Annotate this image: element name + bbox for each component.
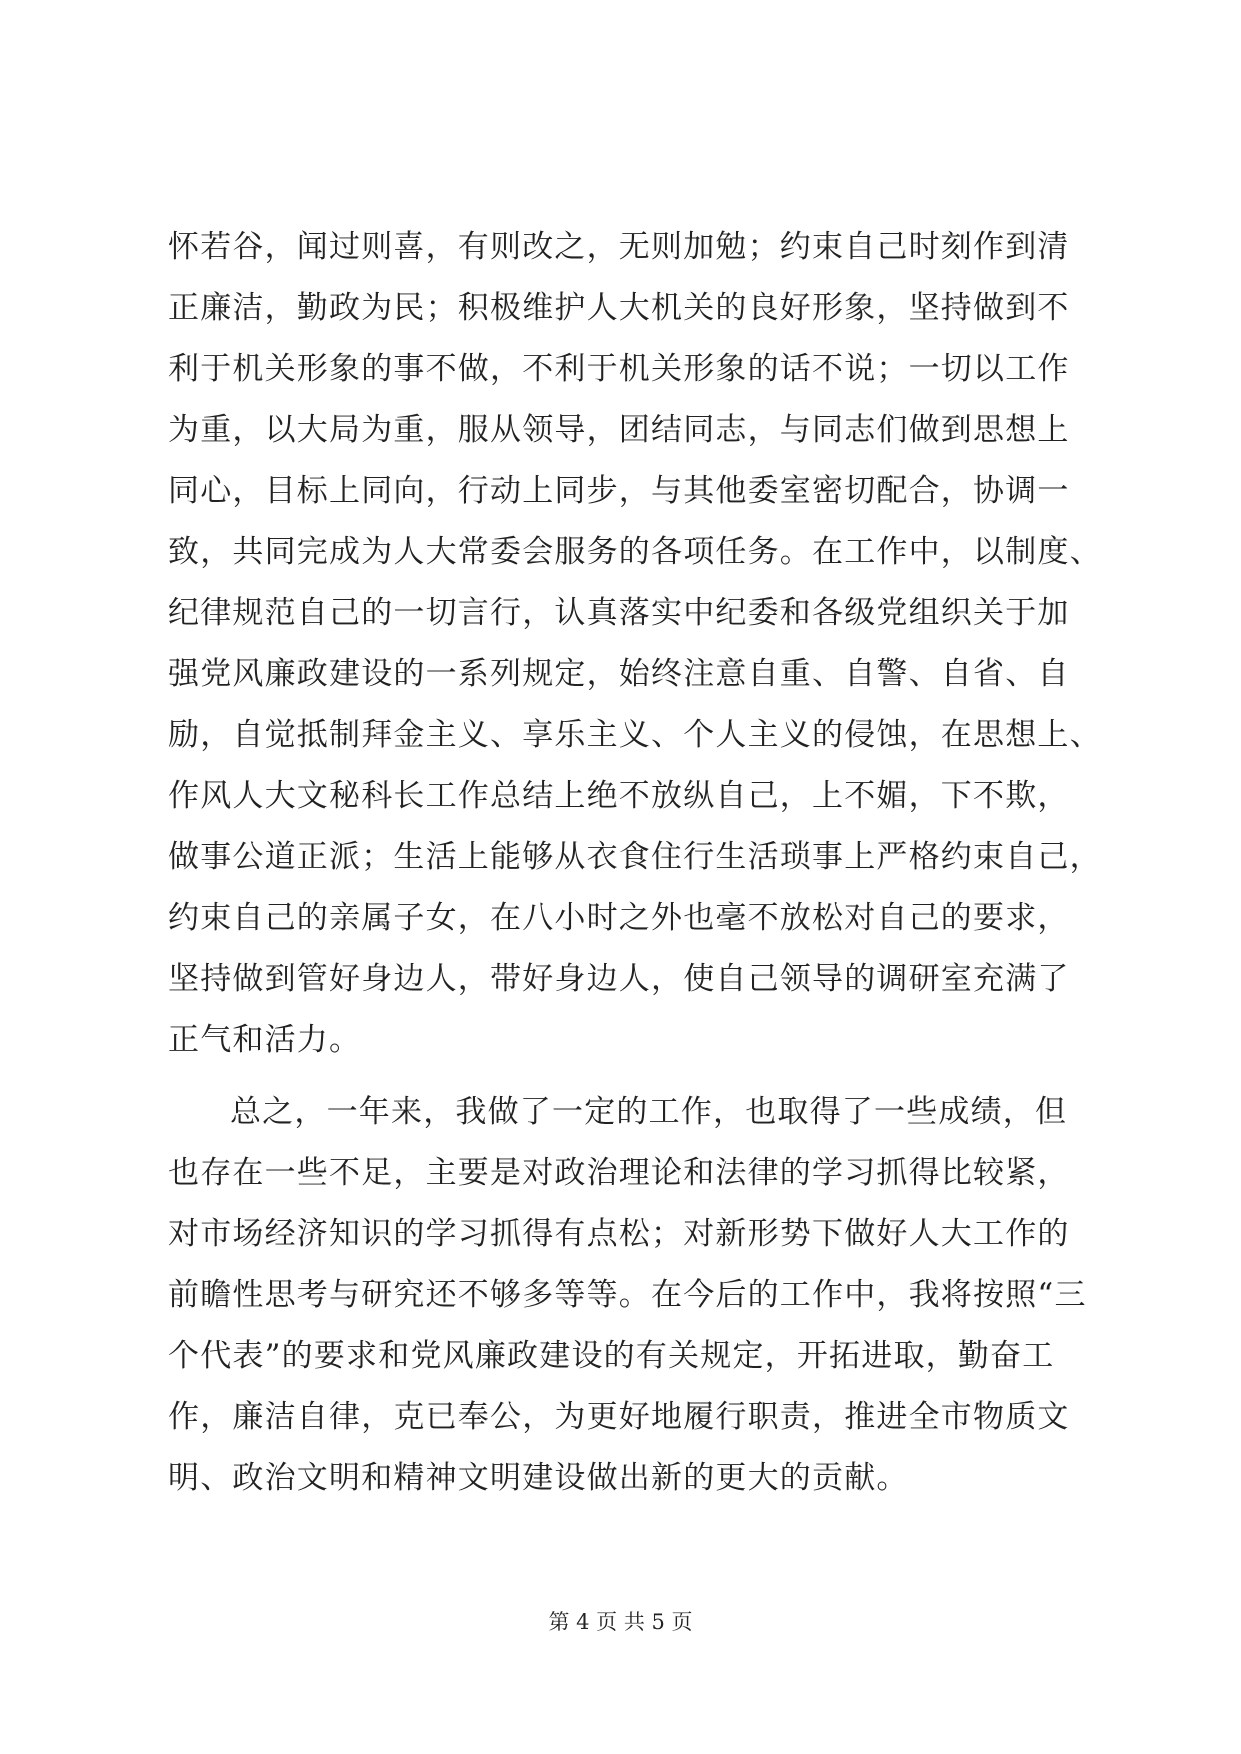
text-line: 前瞻性思考与研究还不够多等等。在今后的工作中，我将按照“三 [168, 1277, 1087, 1313]
text-line: 作，廉洁自律，克已奉公，为更好地履行职责，推进全市物质文 [168, 1399, 1070, 1435]
text-line: 励，自觉抵制拜金主义、享乐主义、个人主义的侵蚀，在思想上、 [168, 717, 1102, 753]
text-line: 强党风廉政建设的一系列规定，始终注意自重、自警、自省、自 [168, 656, 1070, 692]
text-line: 正廉洁，勤政为民；积极维护人大机关的良好形象，坚持做到不 [168, 290, 1070, 326]
text-line: 致，共同完成为人大常委会服务的各项任务。在工作中，以制度、 [168, 534, 1102, 570]
text-line: 也存在一些不足，主要是对政治理论和法律的学习抓得比较紧， [168, 1155, 1070, 1191]
text-line: 怀若谷，闻过则喜，有则改之，无则加勉；约束自己时刻作到清 [168, 229, 1070, 265]
text-line: 个代表”的要求和党风廉政建设的有关规定，开拓进取，勤奋工 [168, 1338, 1055, 1374]
text-line: 同心，目标上同向，行动上同步，与其他委室密切配合，协调一 [168, 473, 1070, 509]
text-line: 做事公道正派；生活上能够从衣食住行生活琐事上严格约束自己， [168, 839, 1102, 875]
text-line: 明、政治文明和精神文明建设做出新的更大的贡献。 [168, 1460, 909, 1496]
text-line: 对市场经济知识的学习抓得有点松；对新形势下做好人大工作的 [168, 1216, 1070, 1252]
text-line: 正气和活力。 [168, 1022, 362, 1058]
text-line: 约束自己的亲属子女，在八小时之外也毫不放松对自己的要求， [168, 900, 1070, 936]
text-line: 为重，以大局为重，服从领导，团结同志，与同志们做到思想上 [168, 412, 1070, 448]
text-line: 坚持做到管好身边人，带好身边人，使自己领导的调研室充满了 [168, 961, 1070, 997]
text-line: 纪律规范自己的一切言行，认真落实中纪委和各级党组织关于加 [168, 595, 1070, 631]
text-line: 总之，一年来，我做了一定的工作，也取得了一些成绩，但 [230, 1094, 1068, 1130]
text-line: 作风人大文秘科长工作总结上绝不放纵自己，上不媚，下不欺， [168, 778, 1070, 814]
page-number-footer: 第 4 页 共 5 页 [548, 1610, 693, 1634]
text-line: 利于机关形象的事不做，不利于机关形象的话不说；一切以工作 [168, 351, 1070, 387]
